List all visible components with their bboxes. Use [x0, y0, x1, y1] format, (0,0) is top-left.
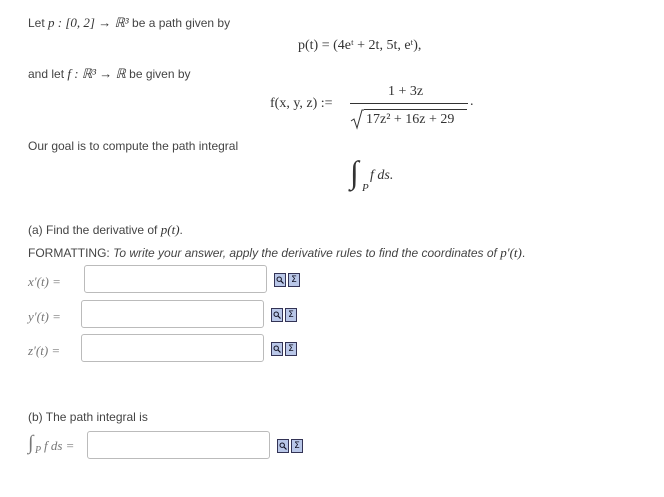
path-equation: p(t) = (4eᵗ + 2t, 5t, eᵗ),	[298, 38, 422, 53]
part-b-label	[28, 432, 88, 460]
sqrt-icon	[350, 108, 364, 130]
goal-text: Our goal is to compute the path integral	[28, 139, 239, 153]
intro-and-let-text: and let	[28, 67, 65, 81]
x-prime-label: x′(t) =	[28, 274, 61, 289]
integral-sign-icon: ∫	[350, 154, 359, 190]
f-denominator-text: 17z² + 16z + 29	[366, 112, 455, 127]
fraction-bar	[350, 103, 468, 104]
formatting-text: To write your answer, apply the derivative rules to find the coordinates of	[113, 246, 497, 260]
integral-subscript: P	[362, 182, 369, 194]
z-prime-input[interactable]	[81, 334, 264, 362]
part-a-title-period: .	[179, 223, 183, 237]
equation-editor-icon[interactable]: Σ	[288, 273, 300, 287]
f-denominator	[350, 108, 468, 130]
formatting-period: .	[521, 246, 526, 260]
y-prime-label: y′(t) =	[28, 309, 61, 324]
path-integral-display	[350, 154, 420, 200]
formatting-label: FORMATTING:	[28, 246, 110, 260]
preview-icon[interactable]	[271, 308, 283, 322]
intro-line1-tail: be a path given by	[132, 16, 231, 30]
integral-body: f ds.	[370, 168, 394, 183]
y-prime-tools	[271, 308, 297, 322]
intro-line2-tail: be given by	[129, 67, 191, 81]
formatting-note	[28, 245, 525, 261]
preview-icon[interactable]	[271, 342, 283, 356]
path-domain-math: p : [0, 2] → ℝ³	[48, 15, 129, 30]
part-b-title: (b) The path integral is	[28, 410, 148, 424]
part-b-label-body: f ds =	[44, 438, 75, 453]
sqrt-bar	[364, 109, 467, 110]
part-b-subscript: P	[35, 445, 42, 456]
integral-sign-icon: ∫	[28, 432, 34, 454]
intro-line2	[28, 66, 191, 82]
part-a-title-math: p(t)	[160, 222, 180, 237]
equation-editor-icon[interactable]: Σ	[285, 308, 297, 322]
formatting-math: p′(t)	[500, 245, 522, 260]
y-prime-input[interactable]	[81, 300, 264, 328]
f-lhs: f(x, y, z) :=	[270, 96, 333, 111]
z-prime-label: z′(t) =	[28, 343, 61, 358]
intro-line1	[28, 15, 230, 31]
f-period: .	[470, 94, 474, 109]
part-a-title	[28, 222, 183, 238]
path-integral-input[interactable]	[87, 431, 270, 459]
x-prime-input[interactable]	[84, 265, 267, 293]
intro-let-text: Let	[28, 16, 45, 30]
z-prime-tools	[271, 342, 297, 356]
function-domain-math: f : ℝ³ → ℝ	[67, 66, 126, 81]
f-numerator: 1 + 3z	[388, 84, 424, 99]
part-b-tools	[277, 439, 303, 453]
equation-editor-icon[interactable]: Σ	[285, 342, 297, 356]
preview-icon[interactable]	[274, 273, 286, 287]
equation-editor-icon[interactable]: Σ	[291, 439, 303, 453]
part-a-title-text: (a) Find the derivative of	[28, 223, 158, 237]
x-prime-tools	[274, 273, 300, 287]
preview-icon[interactable]	[277, 439, 289, 453]
